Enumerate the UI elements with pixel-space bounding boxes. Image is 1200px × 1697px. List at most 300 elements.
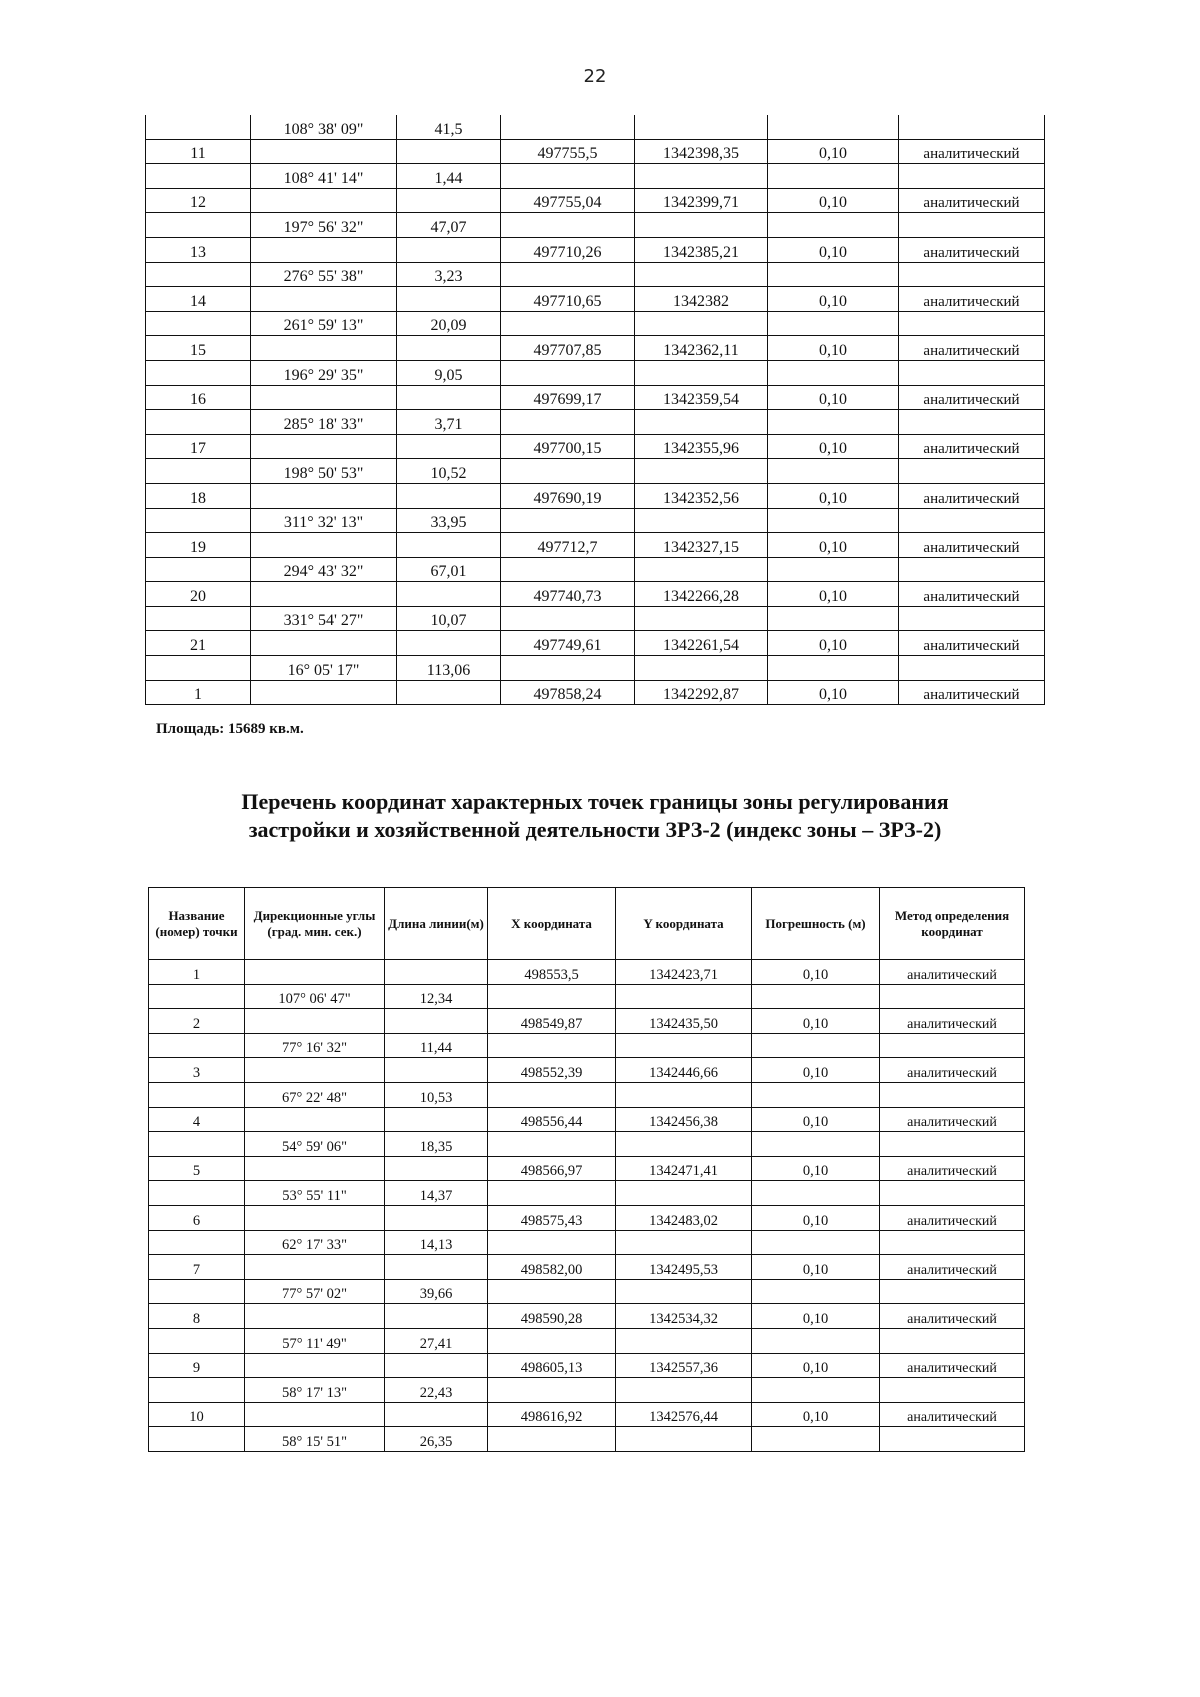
y-cell: 1342471,41: [616, 1156, 752, 1181]
method-cell: [880, 1132, 1025, 1157]
error-cell: 0,10: [752, 1107, 880, 1132]
x-cell: [488, 1378, 616, 1403]
table-row: [146, 434, 1045, 459]
method-cell: аналитический: [880, 1058, 1025, 1083]
point-cell: [146, 115, 251, 139]
length-cell: [397, 434, 501, 459]
angle-cell: 57° 11' 49": [245, 1328, 385, 1353]
method-cell: [880, 1033, 1025, 1058]
y-cell: [635, 459, 768, 484]
y-cell: [616, 1181, 752, 1206]
x-cell: 498549,87: [488, 1009, 616, 1034]
angle-cell: [251, 483, 397, 508]
length-cell: 1,44: [397, 164, 501, 189]
error-cell: [768, 311, 899, 336]
table-row: [149, 1156, 1025, 1181]
length-cell: [397, 680, 501, 705]
point-cell: [149, 1328, 245, 1353]
table-row: [146, 139, 1045, 164]
table-row: [146, 631, 1045, 656]
x-cell: 498590,28: [488, 1304, 616, 1329]
coordinates-table-top: [145, 115, 1045, 705]
angle-cell: [251, 336, 397, 361]
column-header: Дирекционные углы (град. мин. сек.): [245, 888, 385, 960]
point-cell: [146, 606, 251, 631]
table-row: [149, 1082, 1025, 1107]
table-row: [146, 606, 1045, 631]
y-cell: 1342423,71: [616, 960, 752, 985]
point-cell: 16: [146, 385, 251, 410]
method-cell: аналитический: [899, 237, 1045, 262]
point-cell: [146, 508, 251, 533]
method-cell: аналитический: [899, 287, 1045, 312]
angle-cell: 77° 16' 32": [245, 1033, 385, 1058]
method-cell: [899, 115, 1045, 139]
table-row: [146, 582, 1045, 607]
y-cell: 1342483,02: [616, 1205, 752, 1230]
point-cell: 11: [146, 139, 251, 164]
length-cell: 14,13: [385, 1230, 488, 1255]
length-cell: [385, 1058, 488, 1083]
y-cell: [635, 606, 768, 631]
x-cell: 497710,65: [501, 287, 635, 312]
length-cell: [385, 1107, 488, 1132]
angle-cell: 197° 56' 32": [251, 213, 397, 238]
error-cell: [752, 1230, 880, 1255]
length-cell: 39,66: [385, 1279, 488, 1304]
point-cell: 9: [149, 1353, 245, 1378]
table-row: [149, 1033, 1025, 1058]
angle-cell: [251, 188, 397, 213]
column-header: Метод определения координат: [880, 888, 1025, 960]
x-cell: [501, 262, 635, 287]
angle-cell: 198° 50' 53": [251, 459, 397, 484]
length-cell: 22,43: [385, 1378, 488, 1403]
length-cell: 20,09: [397, 311, 501, 336]
area-note: Площадь: 15689 кв.м.: [156, 721, 304, 737]
point-cell: [149, 1427, 245, 1452]
length-cell: [397, 631, 501, 656]
x-cell: [501, 164, 635, 189]
length-cell: 3,71: [397, 410, 501, 435]
point-cell: [149, 984, 245, 1009]
y-cell: 1342352,56: [635, 483, 768, 508]
method-cell: [899, 606, 1045, 631]
point-cell: [149, 1279, 245, 1304]
table-row: [146, 680, 1045, 705]
table-row: [149, 1058, 1025, 1083]
point-cell: 8: [149, 1304, 245, 1329]
angle-cell: 58° 15' 51": [245, 1427, 385, 1452]
point-cell: [149, 1378, 245, 1403]
point-cell: [146, 213, 251, 238]
y-cell: [635, 508, 768, 533]
method-cell: аналитический: [880, 1304, 1025, 1329]
length-cell: 41,5: [397, 115, 501, 139]
table-row: [146, 287, 1045, 312]
table-row: [146, 164, 1045, 189]
error-cell: 0,10: [752, 1304, 880, 1329]
x-cell: 498575,43: [488, 1205, 616, 1230]
y-cell: [616, 1378, 752, 1403]
table-row: [146, 237, 1045, 262]
angle-cell: 108° 41' 14": [251, 164, 397, 189]
table-row: [149, 1328, 1025, 1353]
length-cell: 14,37: [385, 1181, 488, 1206]
angle-cell: [251, 237, 397, 262]
y-cell: [616, 1328, 752, 1353]
length-cell: [385, 1156, 488, 1181]
length-cell: 12,34: [385, 984, 488, 1009]
length-cell: 47,07: [397, 213, 501, 238]
column-header: Погрешность (м): [752, 888, 880, 960]
point-cell: [149, 1181, 245, 1206]
point-cell: [146, 262, 251, 287]
error-cell: [752, 1033, 880, 1058]
table-row: [146, 115, 1045, 139]
point-cell: [149, 1230, 245, 1255]
method-cell: [899, 164, 1045, 189]
table-row: [146, 508, 1045, 533]
x-cell: [501, 213, 635, 238]
method-cell: [899, 213, 1045, 238]
angle-cell: 108° 38' 09": [251, 115, 397, 139]
x-cell: [501, 360, 635, 385]
angle-cell: [251, 533, 397, 558]
angle-cell: [245, 1107, 385, 1132]
method-cell: аналитический: [880, 1255, 1025, 1280]
angle-cell: [245, 1304, 385, 1329]
error-cell: 0,10: [768, 385, 899, 410]
x-cell: 497700,15: [501, 434, 635, 459]
section-title-line-2: застройки и хозяйственной деятельности ЗРЗ-2 (индекс зоны – ЗРЗ-2): [248, 817, 942, 842]
error-cell: 0,10: [768, 237, 899, 262]
table-row: [146, 188, 1045, 213]
error-cell: 0,10: [768, 631, 899, 656]
method-cell: [880, 1378, 1025, 1403]
method-cell: аналитический: [899, 631, 1045, 656]
length-cell: [397, 188, 501, 213]
y-cell: [635, 311, 768, 336]
angle-cell: 331° 54' 27": [251, 606, 397, 631]
method-cell: [899, 360, 1045, 385]
angle-cell: 16° 05' 17": [251, 656, 397, 681]
table-row: [146, 311, 1045, 336]
y-cell: 1342534,32: [616, 1304, 752, 1329]
method-cell: [880, 1230, 1025, 1255]
y-cell: 1342327,15: [635, 533, 768, 558]
x-cell: 497707,85: [501, 336, 635, 361]
method-cell: аналитический: [899, 385, 1045, 410]
y-cell: [616, 1427, 752, 1452]
method-cell: [899, 311, 1045, 336]
table-row: [146, 262, 1045, 287]
table-row: [146, 557, 1045, 582]
error-cell: [768, 459, 899, 484]
method-cell: [880, 1427, 1025, 1452]
x-cell: 497749,61: [501, 631, 635, 656]
error-cell: 0,10: [768, 434, 899, 459]
length-cell: [397, 237, 501, 262]
x-cell: 498552,39: [488, 1058, 616, 1083]
angle-cell: [245, 960, 385, 985]
method-cell: [880, 1082, 1025, 1107]
point-cell: [149, 1082, 245, 1107]
table-row: [146, 410, 1045, 435]
y-cell: 1342355,96: [635, 434, 768, 459]
method-cell: аналитический: [899, 188, 1045, 213]
angle-cell: 261° 59' 13": [251, 311, 397, 336]
angle-cell: [251, 385, 397, 410]
angle-cell: [245, 1058, 385, 1083]
table-row: [149, 1402, 1025, 1427]
y-cell: 1342266,28: [635, 582, 768, 607]
y-cell: 1342456,38: [616, 1107, 752, 1132]
point-cell: 4: [149, 1107, 245, 1132]
angle-cell: 311° 32' 13": [251, 508, 397, 533]
length-cell: 3,23: [397, 262, 501, 287]
table-row: [149, 1304, 1025, 1329]
angle-cell: [245, 1255, 385, 1280]
y-cell: 1342385,21: [635, 237, 768, 262]
length-cell: 26,35: [385, 1427, 488, 1452]
method-cell: [880, 1328, 1025, 1353]
y-cell: [616, 1132, 752, 1157]
length-cell: [385, 1205, 488, 1230]
x-cell: [501, 656, 635, 681]
y-cell: [635, 115, 768, 139]
y-cell: [635, 410, 768, 435]
angle-cell: 276° 55' 38": [251, 262, 397, 287]
error-cell: [752, 1082, 880, 1107]
error-cell: [768, 164, 899, 189]
error-cell: 0,10: [752, 1402, 880, 1427]
angle-cell: 196° 29' 35": [251, 360, 397, 385]
length-cell: [397, 336, 501, 361]
angle-cell: 285° 18' 33": [251, 410, 397, 435]
method-cell: аналитический: [880, 1205, 1025, 1230]
method-cell: [899, 656, 1045, 681]
table-row: [146, 213, 1045, 238]
y-cell: 1342435,50: [616, 1009, 752, 1034]
table-row: [146, 483, 1045, 508]
column-header: Название (номер) точки: [149, 888, 245, 960]
table-row: [146, 459, 1045, 484]
angle-cell: [245, 1205, 385, 1230]
point-cell: [146, 311, 251, 336]
point-cell: [146, 656, 251, 681]
x-cell: 497755,04: [501, 188, 635, 213]
table-header-row: [149, 888, 1025, 960]
point-cell: 1: [146, 680, 251, 705]
angle-cell: [245, 1156, 385, 1181]
x-cell: 498556,44: [488, 1107, 616, 1132]
y-cell: [616, 1033, 752, 1058]
point-cell: 10: [149, 1402, 245, 1427]
method-cell: [880, 1279, 1025, 1304]
column-header: X координата: [488, 888, 616, 960]
table-row: [149, 984, 1025, 1009]
length-cell: 10,52: [397, 459, 501, 484]
y-cell: 1342261,54: [635, 631, 768, 656]
x-cell: 497712,7: [501, 533, 635, 558]
x-cell: [488, 984, 616, 1009]
point-cell: 15: [146, 336, 251, 361]
method-cell: [880, 984, 1025, 1009]
table-row: [149, 1378, 1025, 1403]
y-cell: [616, 1230, 752, 1255]
x-cell: 497740,73: [501, 582, 635, 607]
method-cell: аналитический: [880, 1009, 1025, 1034]
angle-cell: [251, 434, 397, 459]
x-cell: 497690,19: [501, 483, 635, 508]
angle-cell: [251, 631, 397, 656]
x-cell: 497710,26: [501, 237, 635, 262]
x-cell: [488, 1132, 616, 1157]
method-cell: аналитический: [899, 582, 1045, 607]
table-row: [149, 1279, 1025, 1304]
method-cell: аналитический: [880, 1156, 1025, 1181]
table-row: [146, 336, 1045, 361]
error-cell: 0,10: [768, 582, 899, 607]
error-cell: 0,10: [768, 287, 899, 312]
y-cell: [635, 360, 768, 385]
table-row: [149, 1230, 1025, 1255]
error-cell: [752, 1132, 880, 1157]
error-cell: [768, 508, 899, 533]
length-cell: [397, 483, 501, 508]
method-cell: [899, 508, 1045, 533]
angle-cell: [251, 680, 397, 705]
angle-cell: 58° 17' 13": [245, 1378, 385, 1403]
error-cell: [752, 984, 880, 1009]
length-cell: 10,53: [385, 1082, 488, 1107]
error-cell: [768, 656, 899, 681]
x-cell: [501, 115, 635, 139]
error-cell: [752, 1378, 880, 1403]
method-cell: [899, 557, 1045, 582]
length-cell: [385, 1009, 488, 1034]
length-cell: [397, 533, 501, 558]
table-row: [149, 1353, 1025, 1378]
error-cell: 0,10: [768, 483, 899, 508]
method-cell: аналитический: [899, 533, 1045, 558]
point-cell: 13: [146, 237, 251, 262]
table-row: [146, 656, 1045, 681]
y-cell: [616, 1082, 752, 1107]
x-cell: 498616,92: [488, 1402, 616, 1427]
x-cell: [501, 508, 635, 533]
length-cell: 27,41: [385, 1328, 488, 1353]
y-cell: [635, 164, 768, 189]
y-cell: 1342446,66: [616, 1058, 752, 1083]
point-cell: 5: [149, 1156, 245, 1181]
table-row: [149, 1255, 1025, 1280]
y-cell: 1342382: [635, 287, 768, 312]
x-cell: [488, 1328, 616, 1353]
length-cell: 113,06: [397, 656, 501, 681]
point-cell: [146, 557, 251, 582]
method-cell: аналитический: [899, 680, 1045, 705]
table-row: [149, 1205, 1025, 1230]
error-cell: [768, 360, 899, 385]
column-header: Y координата: [616, 888, 752, 960]
point-cell: 2: [149, 1009, 245, 1034]
y-cell: 1342399,71: [635, 188, 768, 213]
y-cell: [635, 262, 768, 287]
x-cell: 497755,5: [501, 139, 635, 164]
point-cell: [146, 360, 251, 385]
length-cell: [397, 582, 501, 607]
y-cell: 1342557,36: [616, 1353, 752, 1378]
point-cell: 18: [146, 483, 251, 508]
error-cell: 0,10: [768, 336, 899, 361]
angle-cell: [245, 1402, 385, 1427]
table-row: [146, 385, 1045, 410]
error-cell: 0,10: [752, 1255, 880, 1280]
x-cell: 498605,13: [488, 1353, 616, 1378]
angle-cell: 62° 17' 33": [245, 1230, 385, 1255]
section-title: [120, 788, 1070, 844]
x-cell: [501, 606, 635, 631]
y-cell: 1342362,11: [635, 336, 768, 361]
point-cell: 14: [146, 287, 251, 312]
error-cell: 0,10: [768, 533, 899, 558]
table-row: [146, 533, 1045, 558]
x-cell: 497699,17: [501, 385, 635, 410]
y-cell: 1342292,87: [635, 680, 768, 705]
method-cell: аналитический: [899, 336, 1045, 361]
method-cell: аналитический: [899, 434, 1045, 459]
x-cell: [501, 311, 635, 336]
angle-cell: 54° 59' 06": [245, 1132, 385, 1157]
point-cell: 12: [146, 188, 251, 213]
angle-cell: [251, 139, 397, 164]
angle-cell: 53° 55' 11": [245, 1181, 385, 1206]
length-cell: [385, 1255, 488, 1280]
angle-cell: [251, 582, 397, 607]
length-cell: [385, 1353, 488, 1378]
point-cell: [146, 410, 251, 435]
point-cell: 19: [146, 533, 251, 558]
error-cell: 0,10: [768, 680, 899, 705]
length-cell: 10,07: [397, 606, 501, 631]
error-cell: 0,10: [752, 1009, 880, 1034]
table-row: [149, 1009, 1025, 1034]
angle-cell: 77° 57' 02": [245, 1279, 385, 1304]
coordinates-table-zrz2: [148, 887, 1025, 1452]
error-cell: [768, 262, 899, 287]
length-cell: [397, 385, 501, 410]
error-cell: 0,10: [752, 960, 880, 985]
method-cell: [899, 459, 1045, 484]
angle-cell: 294° 43' 32": [251, 557, 397, 582]
x-cell: [501, 557, 635, 582]
x-cell: [488, 1082, 616, 1107]
point-cell: [146, 459, 251, 484]
angle-cell: [245, 1009, 385, 1034]
length-cell: 33,95: [397, 508, 501, 533]
y-cell: [635, 656, 768, 681]
x-cell: [488, 1230, 616, 1255]
method-cell: аналитический: [899, 483, 1045, 508]
x-cell: [501, 459, 635, 484]
error-cell: [752, 1328, 880, 1353]
point-cell: 6: [149, 1205, 245, 1230]
method-cell: [899, 410, 1045, 435]
point-cell: 3: [149, 1058, 245, 1083]
method-cell: [899, 262, 1045, 287]
